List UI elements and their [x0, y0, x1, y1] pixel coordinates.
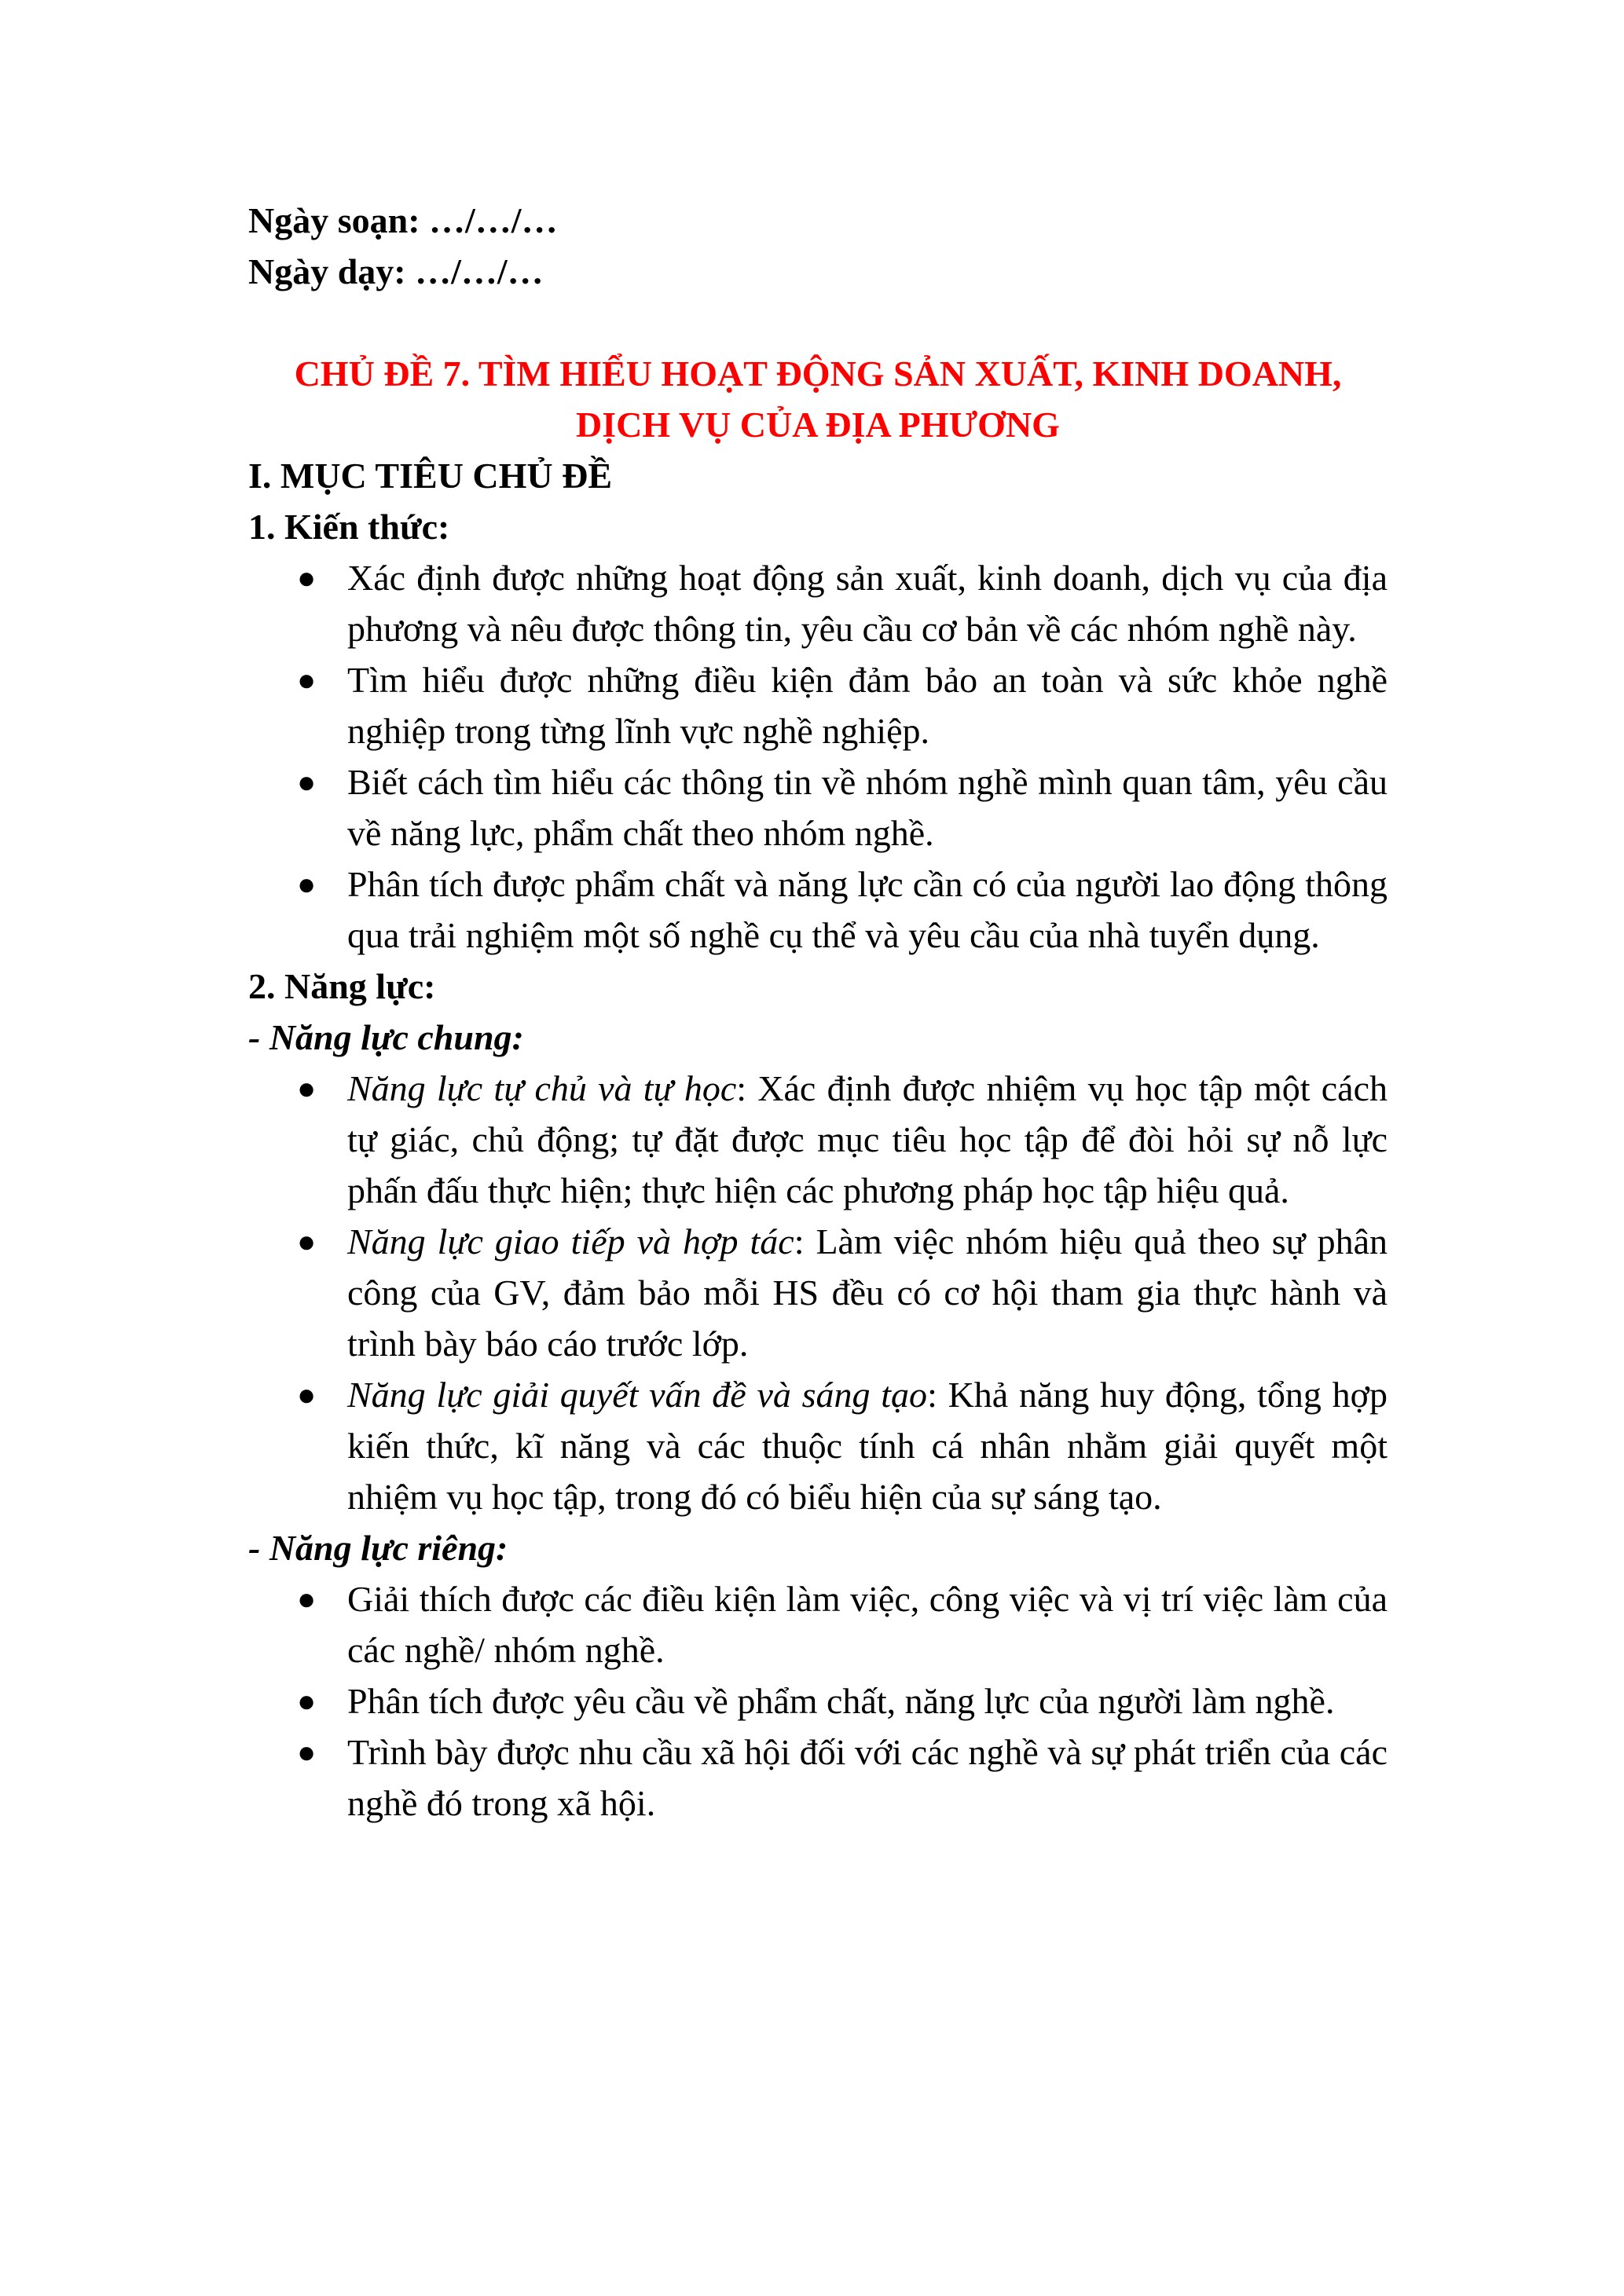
list-item — [248, 859, 1388, 961]
bullet-icon: ● — [297, 1734, 317, 1770]
list-item — [248, 1727, 1388, 1829]
document-page — [248, 195, 1388, 1829]
subheading-general-competence: - Năng lực chung: — [248, 1017, 524, 1057]
list-item — [248, 756, 1388, 859]
list-item-text: Giải thích được các điều kiện làm việc, công việc và vị trí việc làm của các nghề/ nhóm nghề. — [347, 1579, 1388, 1670]
list-item-text: Tìm hiểu được những điều kiện đảm bảo an toàn và sức khỏe nghề nghiệp trong từng lĩnh vực nghề nghiệp. — [347, 660, 1388, 751]
list-item-text: : Làm việc nhóm hiệu quả theo sự phân công của GV, đảm bảo mỗi HS đều có cơ hội tham gia thực hành và trình bày báo cáo trước lớp. — [347, 1221, 1388, 1364]
knowledge-list — [248, 552, 1388, 961]
bullet-icon: ● — [297, 560, 317, 595]
general-competence-list — [248, 1063, 1388, 1522]
bullet-icon: ● — [297, 764, 317, 800]
subheading-competence: 2. Năng lực: — [248, 966, 436, 1006]
competence-label: Năng lực tự chủ và tự học — [347, 1068, 737, 1108]
list-item-text: Biết cách tìm hiểu các thông tin về nhóm nghề mình quan tâm, yêu cầu về năng lực, phẩm chất theo nhóm nghề. — [347, 762, 1388, 853]
specific-competence-list — [248, 1573, 1388, 1829]
list-item — [248, 1675, 1388, 1727]
bullet-icon: ● — [297, 1683, 317, 1719]
section-heading-objectives: I. MỤC TIÊU CHỦ ĐỀ — [248, 456, 613, 496]
teach-date: Ngày dạy: …/…/… — [248, 251, 544, 291]
prep-date: Ngày soạn: …/…/… — [248, 200, 558, 240]
subheading-knowledge: 1. Kiến thức: — [248, 507, 450, 547]
bullet-icon: ● — [297, 1224, 317, 1259]
list-item-text: Trình bày được nhu cầu xã hội đối với các nghề và sự phát triển của các nghề đó trong xã hội. — [347, 1732, 1388, 1823]
bullet-icon: ● — [297, 1581, 317, 1617]
list-item — [248, 1063, 1388, 1216]
list-item — [248, 552, 1388, 654]
bullet-icon: ● — [297, 662, 317, 698]
bullet-icon: ● — [297, 1071, 317, 1106]
list-item-text: Phân tích được yêu cầu về phẩm chất, năng lực của người làm nghề. — [347, 1681, 1335, 1721]
topic-title-line-2: DỊCH VỤ CỦA ĐỊA PHƯƠNG — [576, 405, 1060, 445]
list-item — [248, 1216, 1388, 1369]
list-item-text: : Khả năng huy động, tổng hợp kiến thức, kĩ năng và các thuộc tính cá nhân nhằm giải quyết một nhiệm vụ học tập, trong đó có biểu hiện của sự sáng tạo. — [347, 1375, 1388, 1517]
list-item — [248, 654, 1388, 756]
list-item-text: Phân tích được phẩm chất và năng lực cần có của người lao động thông qua trải nghiệm một số nghề cụ thể và yêu cầu của nhà tuyển dụng. — [347, 864, 1388, 955]
list-item — [248, 1573, 1388, 1675]
list-item-text: Xác định được những hoạt động sản xuất, kinh doanh, dịch vụ của địa phương và nêu được thông tin, yêu cầu cơ bản về các nhóm nghề này. — [347, 558, 1388, 649]
list-item — [248, 1369, 1388, 1522]
competence-label: Năng lực giao tiếp và hợp tác — [347, 1221, 794, 1262]
topic-title-line-1: CHỦ ĐỀ 7. TÌM HIỂU HOẠT ĐỘNG SẢN XUẤT, KINH DOANH, — [294, 353, 1342, 394]
bullet-icon: ● — [297, 866, 317, 902]
bullet-icon: ● — [297, 1377, 317, 1412]
competence-label: Năng lực giải quyết vấn đề và sáng tạo — [347, 1375, 928, 1415]
spacer — [248, 297, 1388, 348]
subheading-specific-competence: - Năng lực riêng: — [248, 1528, 508, 1568]
list-item-text: : Xác định được nhiệm vụ học tập một cách tự giác, chủ động; tự đặt được mục tiêu học tập để đòi hỏi sự nỗ lực phấn đấu thực hiện; thực hiện các phương pháp học tập hiệu quả. — [347, 1068, 1388, 1210]
